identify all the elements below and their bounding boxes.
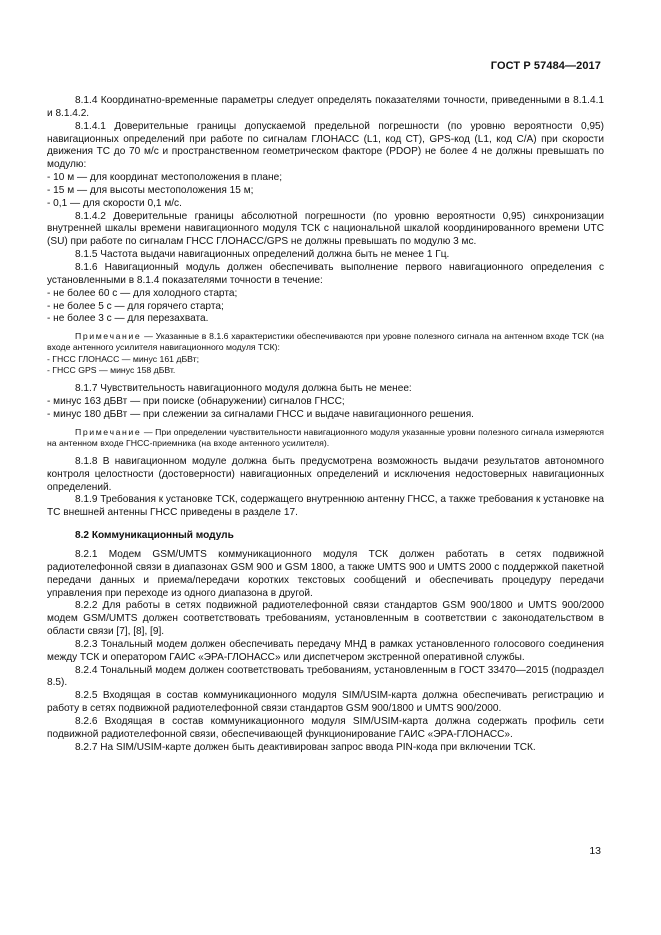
paragraph-8-2-6: 8.2.6 Входящая в состав коммуникационного модуля SIM/USIM-карта должна содержать профиль сети подвижной радиотелефонной связи, обеспечивающей функционирование ГАИС «ЭРА-ГЛОНАСС». (47, 715, 604, 740)
note-8-1-6 (47, 331, 604, 353)
paragraph-8-1-9: 8.1.9 Требования к установке ТСК, содержащего внутреннюю антенну ГНСС, а также требования к установке на ТС внешней антенны ГНСС приведены в разделе 17. (47, 494, 604, 519)
note-list-item: - ГНСС GPS — минус 158 дБВт. (47, 364, 176, 375)
paragraph-8-1-7: 8.1.7 Чувствительность навигационного модуля должна быть не менее: (75, 383, 412, 394)
list-item: - минус 180 дБВт — при слежении за сигналами ГНСС и выдаче навигационного решения. (47, 408, 474, 420)
list-item: - не более 3 с — для перезахвата. (47, 313, 209, 325)
paragraph-8-2-2: 8.2.2 Для работы в сетях подвижной радиотелефонной связи стандартов GSM 900/1800 и UMTS 900/2000 модем GSM/UMTS должен соответствовать требованиям, установленным в соответствии с законодательством в области связи [7], [8], [9]. (47, 600, 604, 638)
standard-header: ГОСТ Р 57484—2017 (490, 60, 601, 72)
paragraph-8-1-6: 8.1.6 Навигационный модуль должен обеспечивать выполнение первого навигационного определения с установленными в 8.1.4 показателями точности в течение: (47, 261, 604, 286)
list-item: - не более 60 с — для холодного старта; (47, 287, 238, 299)
list-item: - 15 м — для высоты местоположения 15 м; (47, 184, 254, 196)
note-8-1-7 (47, 427, 604, 449)
list-item: - не более 5 с — для горячего старта; (47, 300, 224, 312)
list-item: - 0,1 — для скорости 0,1 м/с. (47, 197, 182, 209)
paragraph-8-2-3: 8.2.3 Тональный модем должен обеспечивать передачу МНД в рамках установленного голосового соединения между ТСК и оператором ГАИС «ЭРА-ГЛОНАСС» или диспетчером экстренной оперативной службы. (47, 638, 604, 663)
paragraph-8-2-4: 8.2.4 Тональный модем должен соответствовать требованиям, установленным в ГОСТ 33470—2015 (подраздел 8.5). (47, 664, 604, 689)
paragraph-8-1-8: 8.1.8 В навигационном модуле должна быть предусмотрена возможность выдачи результатов автономного контроля целостности (достоверности) навигационных определений и исключения недостоверных навигационных определений. (47, 455, 604, 493)
paragraph-8-2-1: 8.2.1 Модем GSM/UMTS коммуникационного модуля ТСК должен работать в сетях подвижной радиотелефонной связи в диапазонах GSM 900 и GSM 1800, а также UMTS 900 и UMTS 2000 с поддержкой пакетной передачи данных и приема/передачи коротких текстовых сообщений и обеспечивать процедуру передачи управления при переходе из одного диапазона в другой. (47, 549, 604, 599)
note-label: Примечание (75, 426, 142, 437)
document-body (47, 95, 604, 755)
list-item: - минус 163 дБВт — при поиске (обнаружении) сигналов ГНСС; (47, 395, 345, 407)
page-number: 13 (589, 845, 601, 857)
paragraph-8-2-7: 8.2.7 На SIM/USIM-карте должен быть деактивирован запрос ввода PIN-кода при включении ТСК. (75, 741, 536, 753)
paragraph-8-1-5: 8.1.5 Частота выдачи навигационных определений должна быть не менее 1 Гц. (75, 249, 450, 261)
paragraph-8-1-4-1: 8.1.4.1 Доверительные границы допускаемой предельной погрешности (по уровню вероятности 0,95) навигационных определений при работе по сигналам ГЛОНАСС (L1, код СТ), GPS-код (L1, код С/А) при скорости движения ТС до 70 м/с и пространственном геометрическом факторе (PDOP) не более 4 не должны превышать по модулю: (47, 120, 604, 171)
note-list-item: - ГНСС ГЛОНАСС — минус 161 дБВт; (47, 353, 200, 364)
paragraph-8-2-5: 8.2.5 Входящая в состав коммуникационного модуля SIM/USIM-карта должна обеспечивать регистрацию и работу в сетях подвижной радиотелефонной связи стандартов GSM 900/1800 и UMTS 900/2000. (47, 690, 604, 715)
paragraph-8-1-4-2: 8.1.4.2 Доверительные границы абсолютной погрешности (по уровню вероятности 0,95) синхронизации внутренней шкалы времени навигационного модуля ТСК с национальной шкалой координированного времени UTC (SU) при работе по сигналам ГНСС ГЛОНАСС/GPS не должны превышать по модулю 3 мс. (47, 210, 604, 248)
note-label: Примечание (75, 331, 142, 342)
paragraph-8-1-4: 8.1.4 Координатно-временные параметры следует определять показателями точности, приведенными в 8.1.4.1 и 8.1.4.2. (47, 95, 604, 119)
note-text: — При определении чувствительности навигационного модуля указанные уровни полезного сигнала измеряются на антенном входе ГНСС-приемника (на входе антенного усилителя). (47, 426, 604, 448)
list-item: - 10 м — для координат местоположения в плане; (47, 172, 283, 184)
note-text: — Указанные в 8.1.6 характеристики обеспечиваются при уровне полезного сигнала на антенном входе ТСК (на входе антенного усилителя навигационного модуля ТСК): (47, 331, 604, 353)
section-heading-8-2: 8.2 Коммуникационный модуль (75, 530, 234, 542)
